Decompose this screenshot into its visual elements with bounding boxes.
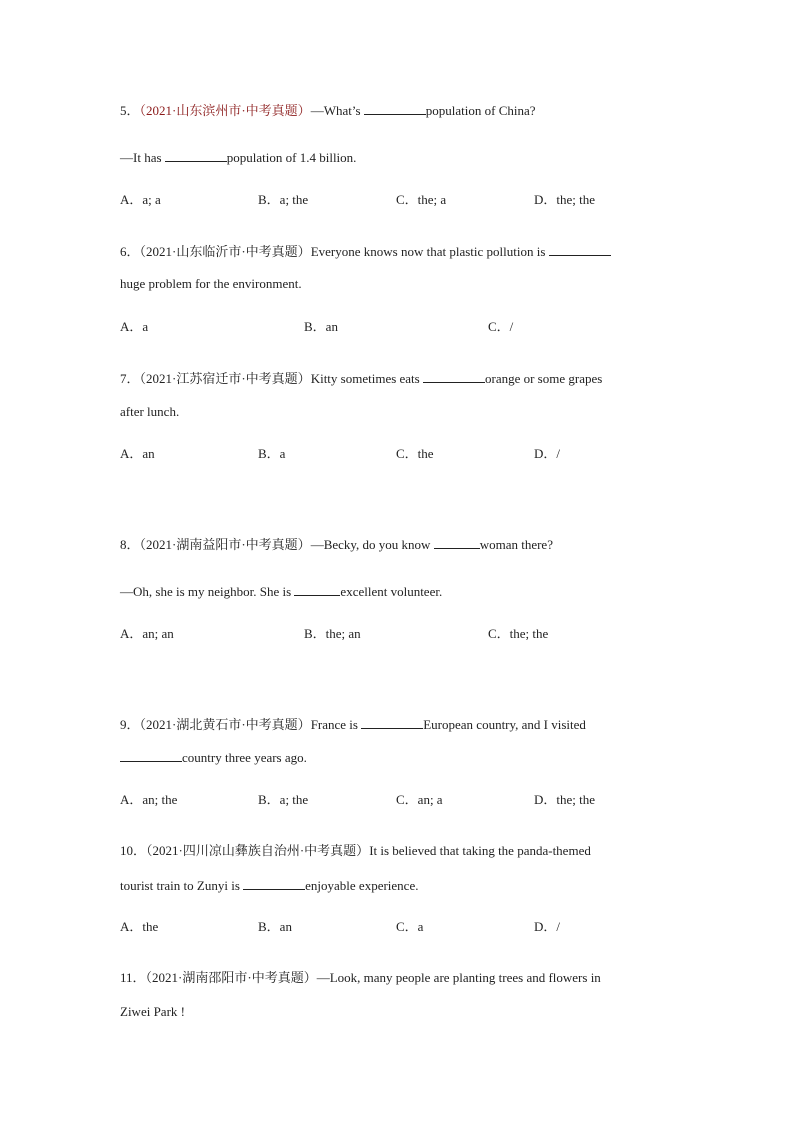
q10-option-b: B．an [258,919,292,934]
q10-source: （2021·四川凉山彝族自治州·中考真题） [146,843,370,858]
q8-stem-line2 [120,583,442,600]
q9-text: France is [310,717,362,732]
q9-source: （2021·湖北黄石市·中考真题） [139,717,311,732]
q5-stem-line1 [120,102,536,119]
answer-blank [294,583,340,596]
q11-number: 11． [120,970,146,985]
q11-source: （2021·湖南邵阳市·中考真题） [145,970,317,985]
q5-text: —What’s [310,103,364,118]
q8-text: woman there? [479,537,553,552]
q5-text: population of 1.4 billion. [226,150,357,165]
q6-option-a: A．a [120,319,149,334]
q5-source: （2021·山东滨州市·中考真题） [139,103,311,118]
q6-stem-line1 [120,243,611,260]
answer-blank [549,243,611,256]
q10-stem-line2 [120,877,418,894]
q8-text: —Oh, she is my neighbor. She is [120,584,295,599]
q9-option-b: B．a; the [258,792,309,807]
q11-text: —Look, many people are planting trees and flowers in [316,970,601,985]
q9-option-c: C．an; a [396,792,443,807]
q5-stem-line2 [120,149,356,166]
q7-text: orange or some grapes [484,371,603,386]
q10-stem-line1 [120,843,591,859]
q10-number: 10． [120,843,147,858]
q6-number: 6． [120,244,140,259]
q7-option-d: D．/ [534,446,561,461]
q5-option-a: A．a; a [120,192,161,207]
answer-blank [165,149,227,162]
q9-text: country three years ago. [182,750,307,765]
q9-option-d: D．the; the [534,792,596,807]
q9-number: 9． [120,717,140,732]
q11-stem-line1 [120,970,601,986]
q10-text: enjoyable experience. [305,878,419,893]
q7-text: Kitty sometimes eats [310,371,423,386]
q5-option-b: B．a; the [258,192,309,207]
q7-stem-line2: after lunch. [120,404,180,419]
q9-text: European country, and I visited [423,717,586,732]
q10-option-d: D．/ [534,919,561,934]
q8-stem-line1 [120,536,553,553]
answer-blank [364,102,426,115]
answer-blank [120,749,182,762]
q6-source: （2021·山东临沂市·中考真题） [139,244,311,259]
answer-blank [361,716,423,729]
q8-number: 8． [120,537,140,552]
q5-text: —It has [120,150,165,165]
q8-text: —Becky, do you know [310,537,434,552]
q6-option-b: B．an [304,319,338,334]
q7-source: （2021·江苏宿迁市·中考真题） [139,371,311,386]
q10-option-a: A．the [120,919,159,934]
q9-option-a: A．an; the [120,792,178,807]
q7-option-a: A．an [120,446,155,461]
q5-number: 5． [120,103,140,118]
q10-option-c: C．a [396,919,424,934]
q7-option-b: B．a [258,446,286,461]
q6-stem-line2: huge problem for the environment. [120,276,302,291]
q6-text: Everyone knows now that plastic pollution is [310,244,549,259]
q6-option-c: C．/ [488,319,514,334]
answer-blank [423,370,485,383]
q8-option-c: C．the; the [488,626,549,641]
q10-text: tourist train to Zunyi is [120,878,244,893]
q5-option-c: C．the; a [396,192,447,207]
q7-number: 7． [120,371,140,386]
answer-blank [243,877,305,890]
q9-stem-line1 [120,716,586,733]
q8-text: excellent volunteer. [340,584,443,599]
q7-stem-line1 [120,370,602,387]
q8-option-a: A．an; an [120,626,174,641]
q5-text: population of China? [425,103,536,118]
q5-option-d: D．the; the [534,192,596,207]
q10-text: It is believed that taking the panda-themed [369,843,591,858]
answer-blank [434,536,480,549]
q11-stem-line2: Ziwei Park ! [120,1004,185,1019]
q8-option-b: B．the; an [304,626,361,641]
q7-option-c: C．the [396,446,434,461]
q9-stem-line2 [120,749,307,766]
q8-source: （2021·湖南益阳市·中考真题） [139,537,311,552]
